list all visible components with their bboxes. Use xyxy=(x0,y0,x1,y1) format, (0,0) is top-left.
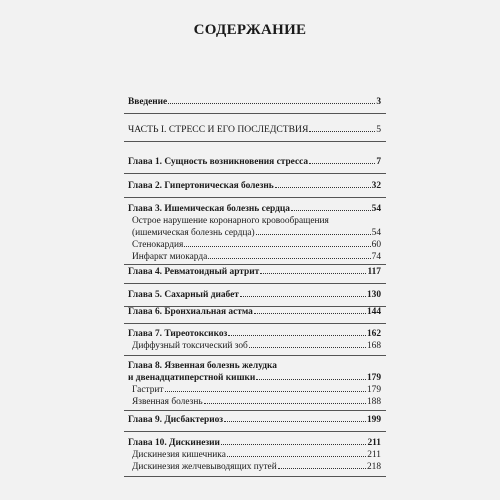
toc-entry-label: Глава 7. Тиреотоксикоз xyxy=(128,329,228,339)
toc-page-number: 218 xyxy=(366,462,381,472)
toc-entry-label: Язвенная болезнь xyxy=(132,397,203,407)
toc-entry-ch3 xyxy=(128,203,381,215)
toc-page-number: 162 xyxy=(366,329,381,339)
toc-page-number: 54 xyxy=(371,204,381,214)
toc-subentry xyxy=(132,239,381,251)
toc-entry-ch2 xyxy=(128,180,381,192)
toc-entry-part1 xyxy=(128,124,381,136)
toc-entry-ch7 xyxy=(128,328,381,340)
divider xyxy=(124,431,386,432)
toc-entry-label: Глава 6. Бронхиальная астма xyxy=(128,307,253,317)
toc-subentry xyxy=(132,449,381,461)
toc-entry-label: Дискинезия желчевыводящих путей xyxy=(132,462,277,472)
toc-entry-ch4 xyxy=(128,266,381,278)
toc-page-number: 117 xyxy=(367,267,381,277)
toc-page-number: 199 xyxy=(366,415,381,425)
toc-entry-label: Стенокардия xyxy=(132,240,184,250)
toc-entry-ch1 xyxy=(128,156,381,168)
toc-entry-label: ЧАСТЬ I. СТРЕСС И ЕГО ПОСЛЕДСТВИЯ xyxy=(128,124,309,135)
toc-entry-ch8 xyxy=(128,372,381,384)
toc-entry-label: Гастрит xyxy=(132,385,164,395)
toc-page-number: 74 xyxy=(371,252,381,262)
toc-subentry xyxy=(132,396,381,408)
toc-entry-label: Инфаркт миокарда xyxy=(132,252,208,262)
toc-entry-label: Глава 4. Ревматоидный артрит xyxy=(128,267,260,277)
toc-entry-label: и двенадцатиперстной кишки xyxy=(128,373,256,383)
toc-page-number: 179 xyxy=(366,385,381,395)
toc-page-number: 211 xyxy=(367,438,381,448)
toc-entry-label: Диффузный токсический зоб xyxy=(132,341,248,351)
toc-page-number: 211 xyxy=(367,450,381,460)
toc-entry-ch9 xyxy=(128,414,381,426)
toc-entry-label: Дискинезия кишечника xyxy=(132,450,226,460)
toc-entry-label: Глава 9. Дисбактериоз xyxy=(128,415,224,425)
divider xyxy=(124,141,386,142)
divider xyxy=(124,410,386,411)
divider xyxy=(124,323,386,324)
toc-entry-label: (ишемическая болезнь сердца) xyxy=(132,228,255,238)
toc-subentry-label: Острое нарушение коронарного кровообращения xyxy=(132,216,329,226)
divider xyxy=(124,476,386,477)
divider xyxy=(124,264,386,265)
toc-entry-intro xyxy=(128,96,381,108)
toc-subentry xyxy=(132,384,381,396)
toc-entry-label: Введение xyxy=(128,97,168,107)
toc-page-number: 188 xyxy=(366,397,381,407)
toc-page-number: 32 xyxy=(371,181,381,191)
toc-entry-label: Глава 10. Дискинезии xyxy=(128,438,220,448)
toc-entry-ch10 xyxy=(128,437,381,449)
toc-subentry xyxy=(132,340,381,352)
toc-entry-ch5 xyxy=(128,289,381,301)
toc-subentry xyxy=(132,251,381,263)
divider xyxy=(124,355,386,356)
toc-page-number: 5 xyxy=(376,124,381,135)
toc-page-number: 130 xyxy=(366,290,381,300)
toc-entry-label: Глава 5. Сахарный диабет xyxy=(128,290,239,300)
divider xyxy=(124,173,386,174)
toc-entry-ch8-label: Глава 8. Язвенная болезнь желудка xyxy=(128,361,277,371)
toc-entry-label: Глава 1. Сущность возникновения стресса xyxy=(128,157,309,167)
toc-subentry xyxy=(132,461,381,473)
toc-entry-ch6 xyxy=(128,306,381,318)
toc-page-number: 60 xyxy=(371,240,381,250)
toc-entry-label: Глава 2. Гипертоническая болезнь xyxy=(128,181,274,191)
toc-page-number: 168 xyxy=(366,341,381,351)
divider xyxy=(124,197,386,198)
toc-page-number: 144 xyxy=(366,307,381,317)
toc-subentry xyxy=(132,227,381,239)
page-title: СОДЕРЖАНИЕ xyxy=(193,22,307,38)
toc-page-number: 3 xyxy=(376,97,381,107)
divider xyxy=(124,113,386,114)
toc-page-number: 54 xyxy=(371,228,381,238)
toc-page-number: 179 xyxy=(366,373,381,383)
divider xyxy=(124,283,386,284)
toc-entry-label: Глава 3. Ишемическая болезнь сердца xyxy=(128,204,290,214)
toc-page-number: 7 xyxy=(376,157,381,167)
